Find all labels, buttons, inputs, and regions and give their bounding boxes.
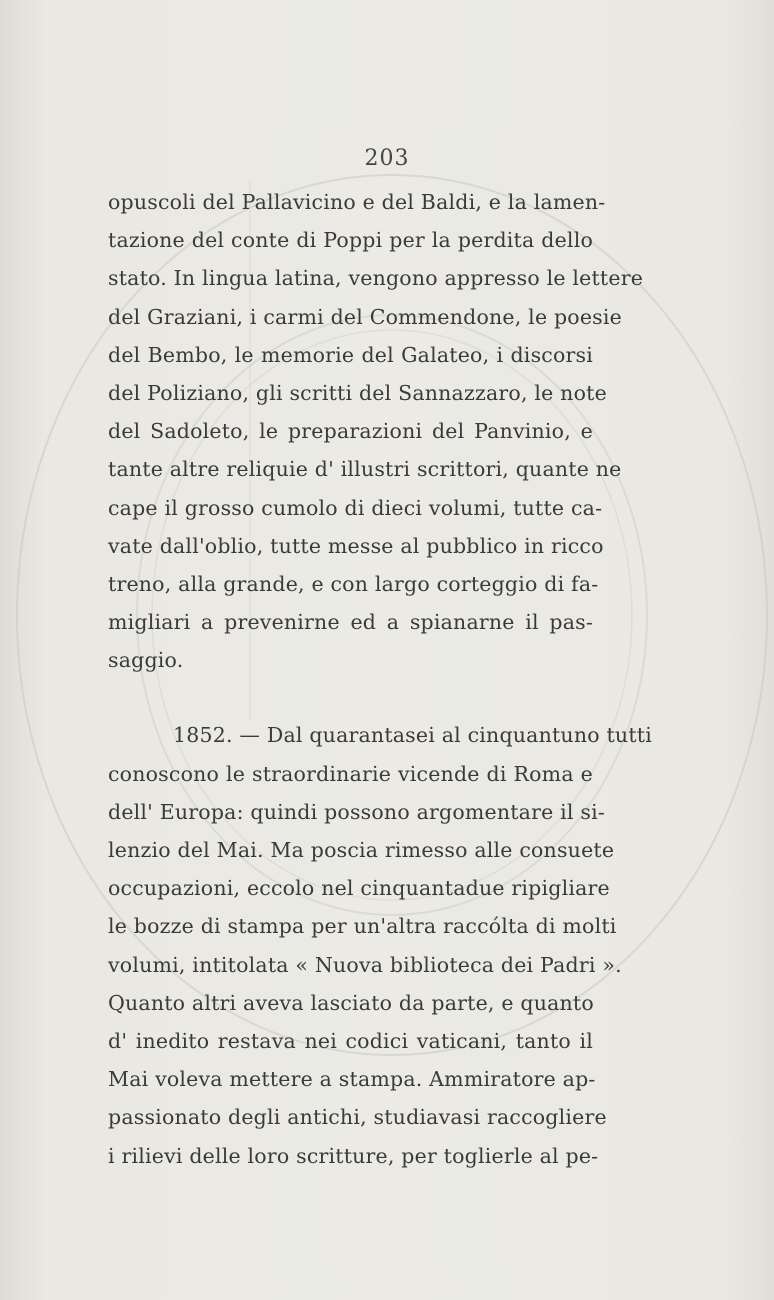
text-line: stato. In lingua latina, vengono appresso le lettere: [108, 266, 644, 291]
text-line: dell' Europa: quindi possono argomentare il si-: [108, 799, 605, 824]
text-line: occupazioni, eccolo nel cinquantadue ripigliare: [108, 876, 610, 901]
text-line: d' inedito restava nei codici vaticani, tanto il: [108, 1028, 593, 1053]
text-line: vate dall'oblio, tutte messe al pubblico in ricco: [108, 533, 604, 558]
text-line: del Bembo, le memorie del Galateo, i discorsi: [108, 342, 593, 367]
text-line: del Sadoleto, le preparazioni del Panvinio, e: [108, 419, 593, 444]
body-text: [108, 183, 652, 1175]
text-line: cape il grosso cumolo di dieci volumi, tutte ca-: [108, 495, 603, 520]
text-line: Mai voleva mettere a stampa. Ammiratore ap-: [108, 1067, 596, 1092]
text-line: volumi, intitolata « Nuova biblioteca dei Padri ».: [108, 952, 622, 977]
text-line: Quanto altri aveva lasciato da parte, e quanto: [108, 990, 594, 1015]
text-line: treno, alla grande, e con largo corteggio di fa-: [108, 571, 599, 596]
text-line: i rilievi delle loro scritture, per toglierle al pe-: [108, 1143, 599, 1168]
text-line: 1852. — Dal quarantasei al cinquantuno tutti: [173, 723, 652, 748]
text-line: del Graziani, i carmi del Commendone, le poesie: [108, 304, 622, 329]
text-line: le bozze di stampa per un'altra raccólta di molti: [108, 914, 617, 939]
paragraph-gap: [108, 679, 593, 716]
paragraph-1: [108, 183, 644, 679]
page-number: 203: [364, 146, 410, 171]
text-line: opuscoli del Pallavicino e del Baldi, e la lamen-: [108, 190, 606, 214]
text-line: del Poliziano, gli scritti del Sannazzaro, le note: [108, 380, 607, 405]
paragraph-2: [108, 716, 652, 1174]
text-line: saggio.: [108, 648, 184, 673]
text-line: tazione del conte di Poppi per la perdita dello: [108, 228, 593, 253]
text-line: passionato degli antichi, studiavasi raccogliere: [108, 1105, 607, 1130]
text-line: conoscono le straordinarie vicende di Roma e: [108, 761, 593, 786]
text-line: lenzio del Mai. Ma poscia rimesso alle consuete: [108, 838, 615, 862]
text-line: tante altre reliquie d' illustri scrittori, quante ne: [108, 457, 622, 482]
text-line: migliari a prevenirne ed a spianarne il pas-: [108, 610, 593, 635]
